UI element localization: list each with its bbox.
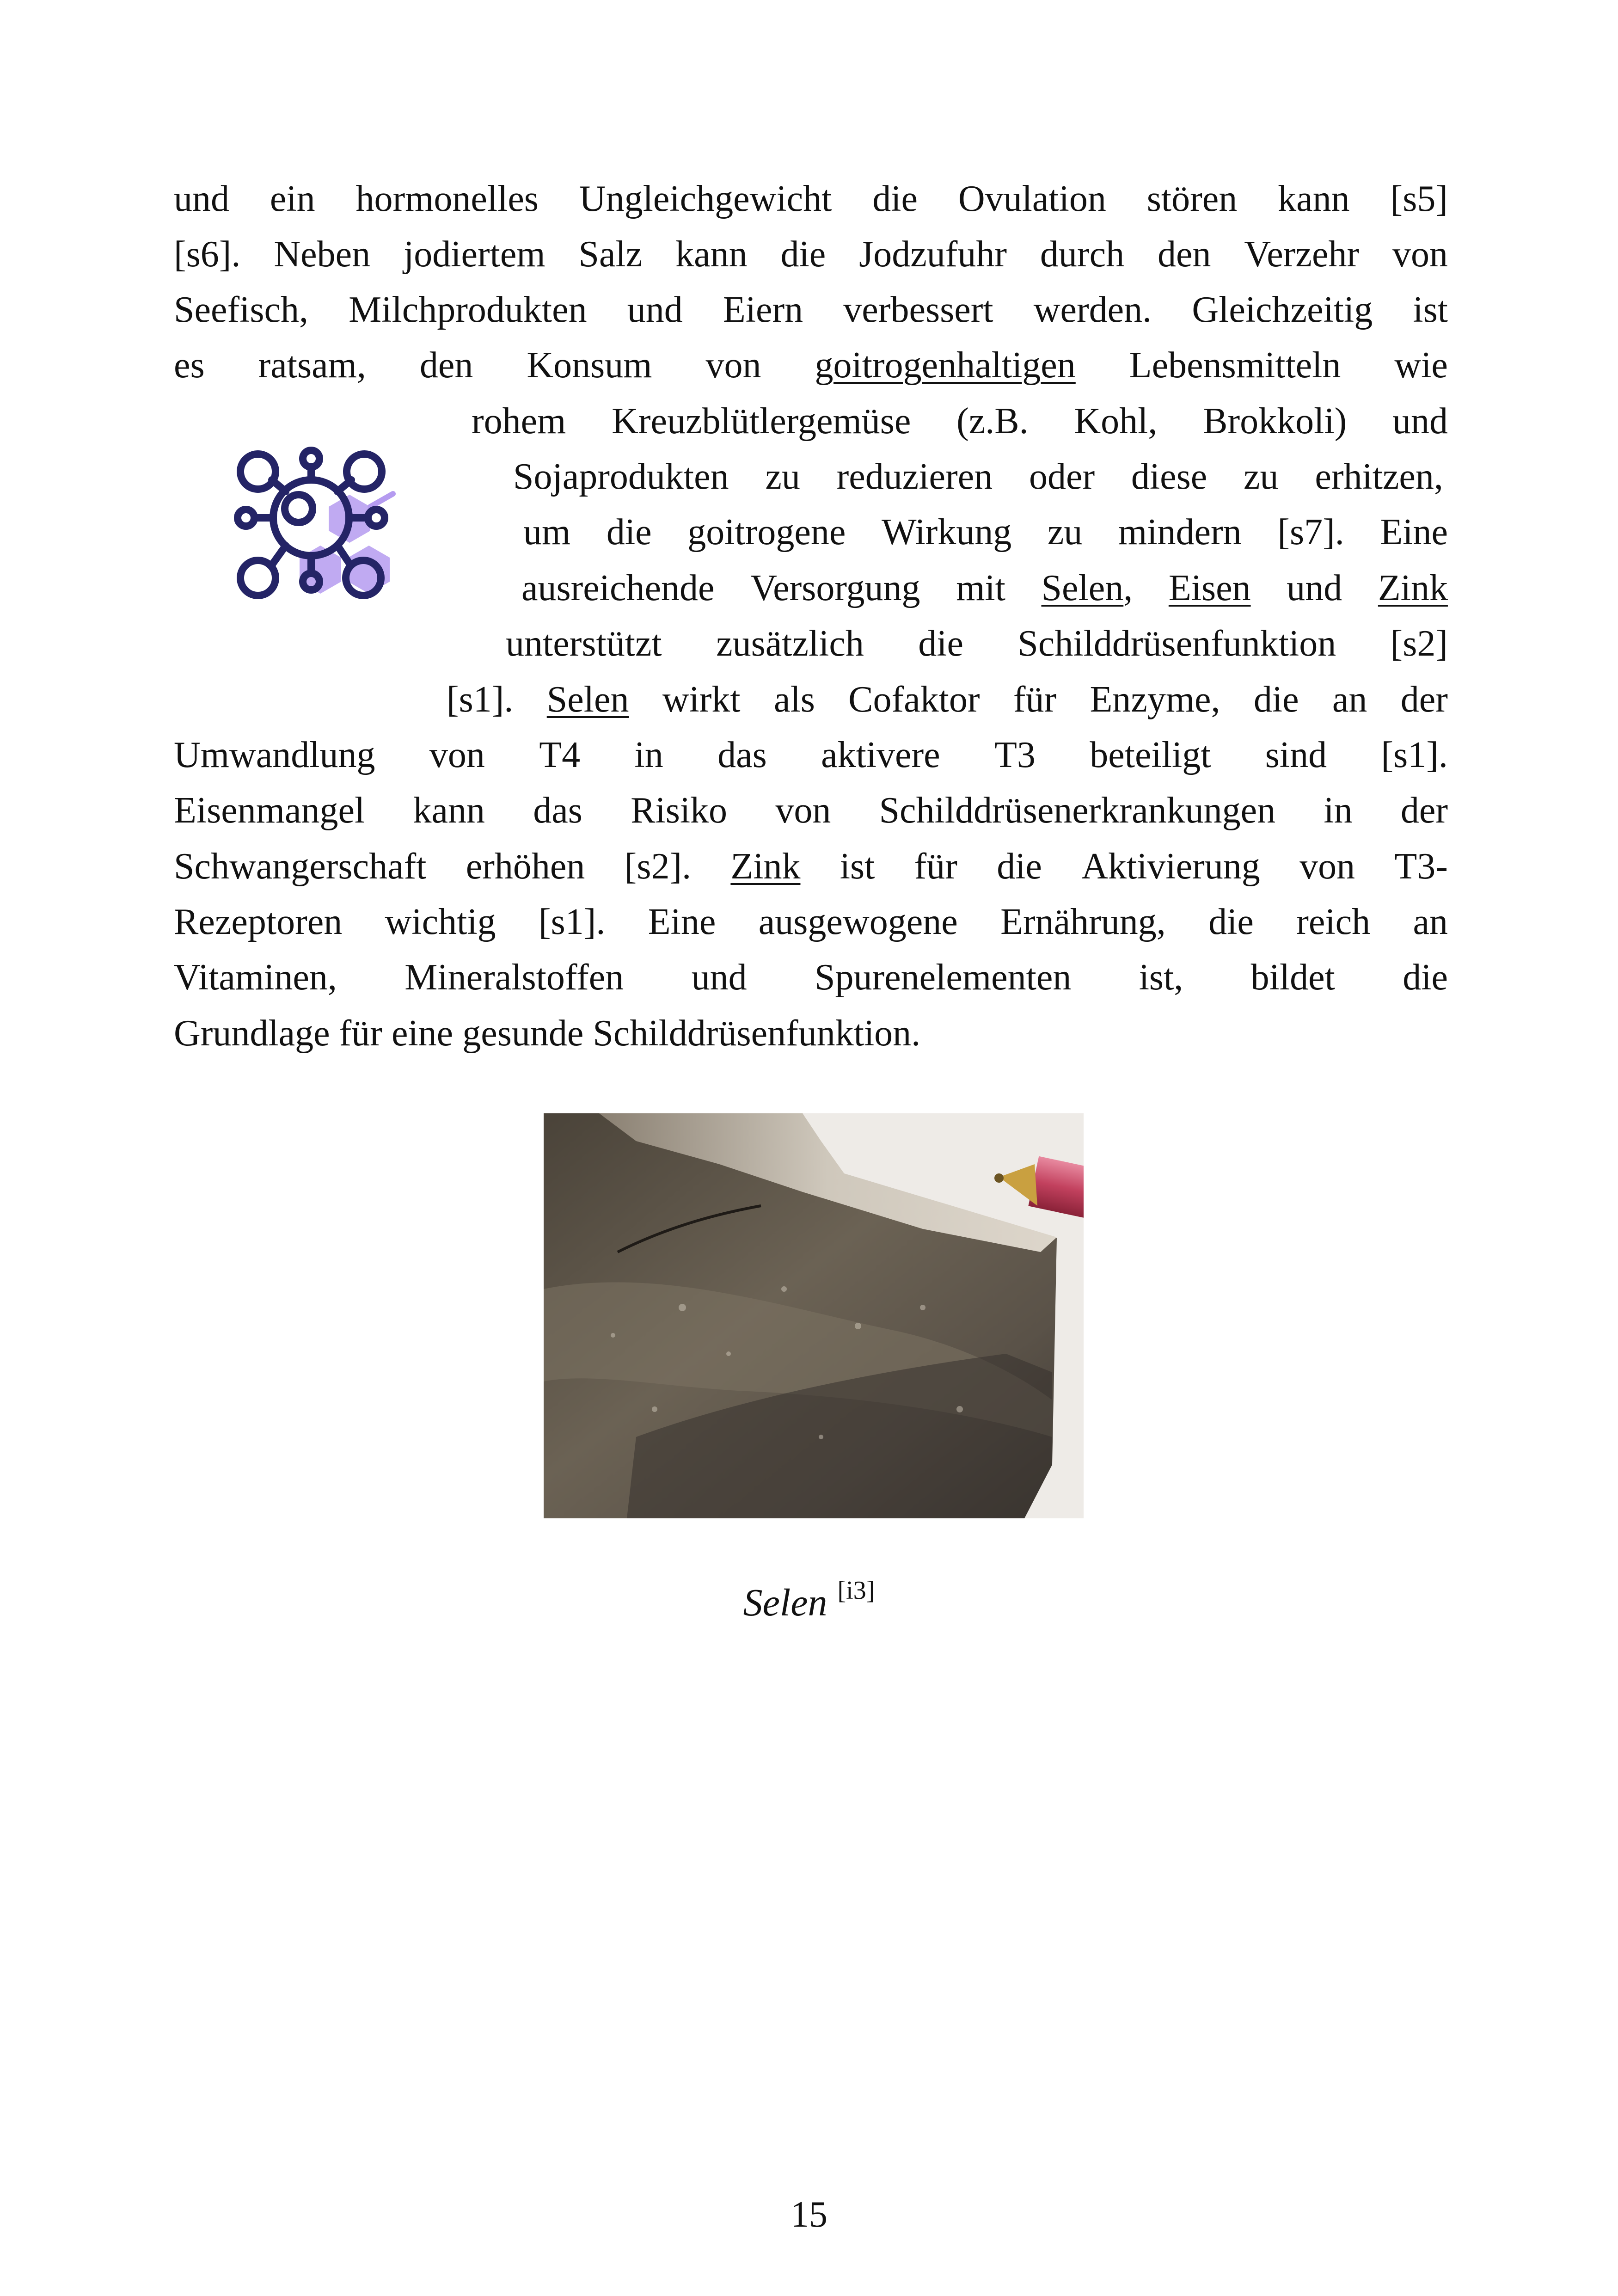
caption-text: Selen [743, 1581, 827, 1624]
hexagon-shape [348, 546, 390, 594]
word: Rezeptoren [174, 902, 343, 942]
word: Schilddrüsenerkrankungen [879, 790, 1276, 831]
text-line [472, 396, 1448, 447]
word: und [1392, 401, 1448, 442]
word: goitrogene [687, 512, 846, 553]
word: durch [1040, 234, 1125, 275]
word: Eiern [723, 289, 803, 330]
word: gesunde [462, 1013, 584, 1054]
word: an [1332, 679, 1367, 720]
word: Enzyme, [1090, 679, 1220, 720]
word: kann [675, 234, 748, 275]
word: von [705, 345, 761, 386]
hexagon-stroke [370, 494, 393, 507]
word: Salz [578, 234, 643, 275]
word: Schilddrüsenfunktion [1017, 623, 1336, 664]
text-line [174, 841, 1448, 892]
word: reich [1296, 902, 1371, 942]
word: Verzehr [1244, 234, 1360, 275]
word: [s7]. [1277, 512, 1344, 553]
word: ist [1413, 289, 1448, 330]
word: erhöhen [466, 846, 585, 887]
text-line [174, 896, 1448, 947]
word: kann [1278, 178, 1350, 219]
word: sind [1265, 735, 1327, 775]
text-line [174, 785, 1448, 836]
text-line [174, 730, 1448, 780]
word: reduzieren [836, 456, 993, 497]
word: es [174, 345, 205, 386]
word: in [634, 735, 663, 775]
word: [s5] [1390, 178, 1448, 219]
word: T3- [1394, 846, 1448, 887]
text-line [523, 507, 1448, 558]
word: beteiligt [1090, 735, 1211, 775]
word: Risiko [631, 790, 728, 831]
word: rohem [472, 401, 566, 442]
word: Gleichzeitig [1192, 289, 1373, 330]
word: Aktivierung [1081, 846, 1260, 887]
word: Eisenmangel [174, 790, 365, 831]
pen-ball [994, 1173, 1004, 1183]
word: in [1324, 790, 1353, 831]
selenium-rock-photo [544, 1113, 1084, 1518]
word: Ernährung, [1000, 902, 1166, 942]
word: Grundlage [174, 1013, 330, 1054]
word: ausgewogene [758, 902, 958, 942]
word: die [1208, 902, 1254, 942]
word: [s2]. [624, 846, 692, 887]
word: goitrogenhaltigen [815, 345, 1076, 386]
word: diese [1131, 456, 1207, 497]
text-line [174, 952, 1448, 1003]
word: und [174, 178, 229, 219]
figure-caption [0, 1565, 1618, 1628]
word: wie [1394, 345, 1448, 386]
word: Eine [1380, 512, 1448, 553]
text-line [174, 1008, 1448, 1059]
word: Lebensmitteln [1129, 345, 1341, 386]
word: Eine [648, 902, 716, 942]
text-line [521, 563, 1448, 614]
word: verbessert [843, 289, 993, 330]
word: erhitzen, [1315, 456, 1443, 497]
word: zusätzlich [716, 623, 864, 664]
word: zu [1244, 456, 1279, 497]
word: Schwangerschaft [174, 846, 427, 887]
caption-reference: [i3] [837, 1576, 875, 1605]
word: Eisen [1168, 568, 1251, 608]
word: Sojaprodukten [513, 456, 729, 497]
word: (z.B. [956, 401, 1029, 442]
word: oder [1029, 456, 1095, 497]
word: Wirkung [882, 512, 1012, 553]
word: wichtig [385, 902, 496, 942]
word: aktivere [821, 735, 940, 775]
word: Milchprodukten [349, 289, 587, 330]
word: Neben [274, 234, 371, 275]
word: für [1013, 679, 1057, 720]
text-line [174, 173, 1448, 224]
word: Brokkoli) [1203, 401, 1347, 442]
word: T3 [994, 735, 1036, 775]
word: mit [956, 568, 1005, 608]
word: und [691, 957, 747, 998]
word: den [1157, 234, 1211, 275]
word: Spurenelementen [814, 957, 1072, 998]
word: Kohl, [1074, 401, 1158, 442]
word: jodiertem [404, 234, 545, 275]
word: die [606, 512, 652, 553]
word: für [339, 1013, 382, 1054]
word: für [914, 846, 957, 887]
molecule-icon [216, 444, 447, 666]
word: Selen, [1041, 568, 1133, 608]
word: Jodzufuhr [859, 234, 1007, 275]
word: hormonelles [355, 178, 539, 219]
word: von [429, 735, 485, 775]
word: ein [270, 178, 315, 219]
word: Zink [1378, 568, 1448, 608]
word: und [1287, 568, 1342, 608]
word: Versorgung [750, 568, 920, 608]
word: Ovulation [958, 178, 1106, 219]
word: als [773, 679, 815, 720]
word: Ungleichgewicht [579, 178, 832, 219]
word: kann [413, 790, 485, 831]
text-line [513, 451, 1443, 502]
page-number: 15 [791, 2194, 827, 2235]
word: mindern [1118, 512, 1242, 553]
word: die [780, 234, 826, 275]
word: zu [765, 456, 800, 497]
word: wirkt [662, 679, 741, 720]
word: [s1]. [538, 902, 606, 942]
word: an [1413, 902, 1448, 942]
word: und [627, 289, 683, 330]
word: der [1400, 790, 1448, 831]
text-line [174, 284, 1448, 335]
word: Konsum [527, 345, 652, 386]
word: Vitaminen, [174, 957, 337, 998]
word: Seefisch, [174, 289, 309, 330]
word: zu [1047, 512, 1083, 553]
word: die [1403, 957, 1448, 998]
word: bildet [1250, 957, 1335, 998]
word: das [533, 790, 582, 831]
word: Zink [730, 846, 801, 887]
word: der [1400, 679, 1448, 720]
word: die [1253, 679, 1299, 720]
word: Schilddrüsenfunktion. [593, 1013, 921, 1054]
word: [s6]. [174, 234, 241, 275]
word: das [717, 735, 767, 775]
word: um [523, 512, 571, 553]
word: von [775, 790, 831, 831]
word: unterstützt [506, 623, 662, 664]
word: die [872, 178, 918, 219]
word: von [1392, 234, 1448, 275]
word: Cofaktor [848, 679, 980, 720]
word: die [918, 623, 963, 664]
word: von [1299, 846, 1355, 887]
word: werden. [1033, 289, 1152, 330]
word: [s1]. [447, 679, 514, 720]
word: T4 [539, 735, 581, 775]
word: Mineralstoffen [404, 957, 624, 998]
word: Kreuzblütlergemüse [612, 401, 911, 442]
word: eine [391, 1013, 454, 1054]
word: stören [1146, 178, 1238, 219]
word: ratsam, [258, 345, 366, 386]
text-line [506, 618, 1448, 669]
word: [s2] [1390, 623, 1448, 664]
word: [s1]. [1381, 735, 1448, 775]
word: Umwandlung [174, 735, 375, 775]
word: ausreichende [521, 568, 715, 608]
word: den [419, 345, 473, 386]
text-line [174, 340, 1448, 391]
word: ist, [1139, 957, 1183, 998]
text-line [174, 229, 1448, 280]
text-line [447, 674, 1448, 725]
word: ist [840, 846, 875, 887]
word: die [997, 846, 1042, 887]
word: Selen [546, 679, 629, 720]
